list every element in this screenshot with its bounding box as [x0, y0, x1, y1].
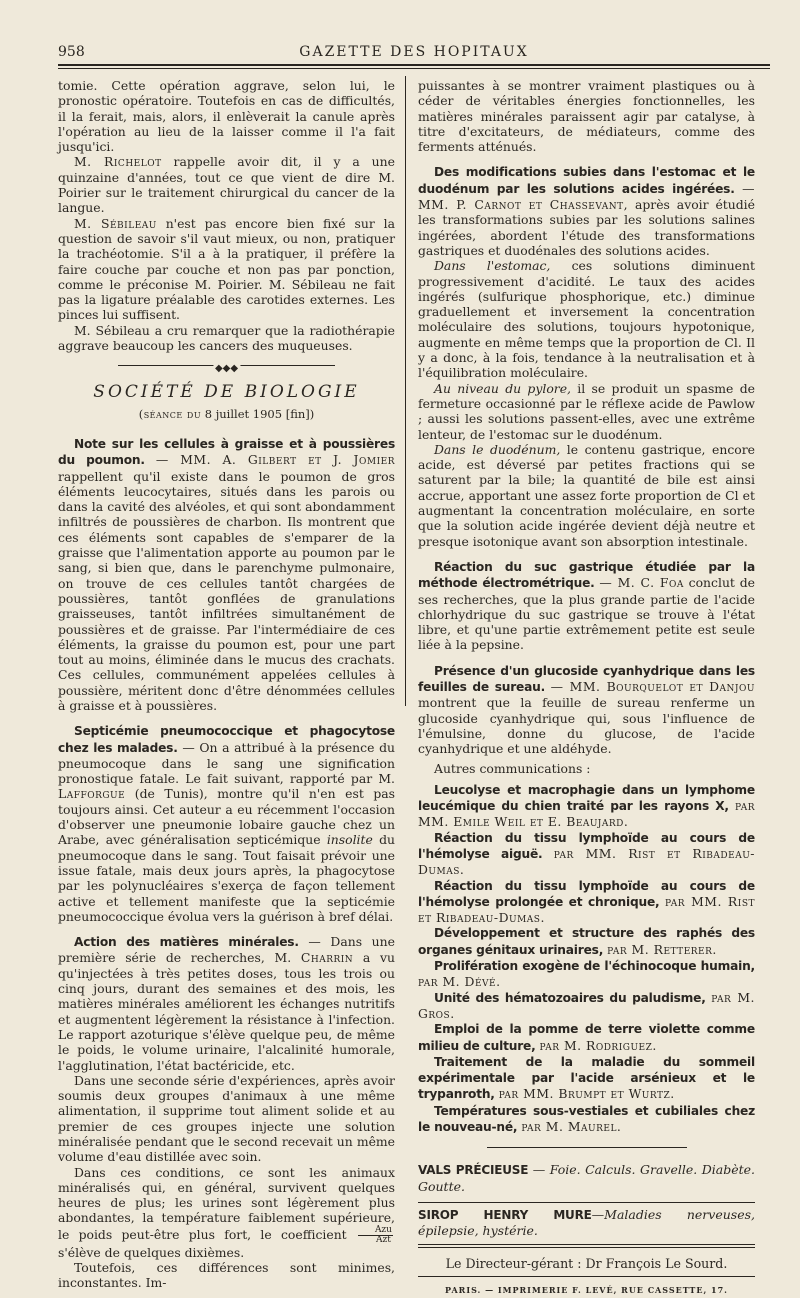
article-text: du pneumocoque dans le sang. Tout faisait prévoir une issue fatale, mais deux jours après, la phagocytose par les polynucléaires s'exerça de façon tellement active et tellement manifeste que la septicémie pneumococcique évolua vers la guérison à bref délai.: [58, 832, 395, 924]
paragraph-text: Dans ces conditions, ce sont les animaux minéralisés qui, en général, survivent quelques heures de plus; les urines sont légèrement plus abondantes, la température faiblement supérieure, le poids peut-être plus fort, le coefficient: [58, 1164, 395, 1242]
paragraph-text: ces solutions diminuent progressivement d'acidité. Le taux des acides ingérés (sulfurique phosphorique, etc.) diminue graduellement et inversement la concentration moléculaire des solutions, toujours hypotonique, augmente en même temps que la proportion de Cl. Il y a donc, à la fois, tendance à la neutralisation et à l'équilibration moléculaire.: [418, 258, 755, 381]
communication-authors: par MM. Rist et Ribadeau-Dumas.: [418, 845, 755, 878]
article: [418, 559, 755, 653]
article-title: Réaction du suc gastrique étudiée par la méthode électrométrique.: [418, 559, 755, 591]
advertisement-sirop: [418, 1207, 755, 1239]
paragraph-text: le contenu gastrique, encore acide, est déversé par petites fractions qui se saturent par la bile; la quantité de bile est ainsi accrue, apportant une assez forte proportion de Cl et augmentant la concentration moléculaire, en sorte que la solution acide ingérée devient déjà neutre et presque isotonique avant son absorption intestinale.: [418, 441, 755, 549]
ad-text: — Foie. Calculs. Gravelle. Diabète. Goutte.: [418, 1162, 755, 1194]
article: [58, 436, 395, 713]
article: [418, 164, 755, 258]
paragraph: Toutefois, ces différences sont minimes, inconstantes. Im-: [58, 1260, 395, 1291]
paragraph-italic: Dans le duodénum,: [434, 441, 561, 457]
fraction-denominator: Azt: [376, 1234, 391, 1245]
article-text: a vu qu'injectées à très petites doses, tous les trois ou cinq jours, durant des semaines et des mois, les matières minérales améliorent les échanges nutritifs et augmentent légèrement la résistance à l'infection. Le rapport azoturique s'élève quelque peu, de même le poids, le volume urinaire, l'alcalinité humorale, l'agglutination, l'état bactéricide, etc.: [58, 950, 395, 1073]
communication-title: Températures sous-vestiales et cubiliales chez le nouveau-né,: [418, 1103, 755, 1134]
paragraph-italic: Au niveau du pylore,: [434, 380, 571, 396]
article-text: après avoir étudié les transformations subies par les solutions salines ingérées, abordent l'étude des transformations gastriques et duodénales des solutions acides.: [418, 197, 755, 258]
paragraph: [58, 154, 395, 215]
paragraph-text: n'est pas encore bien fixé sur la question de savoir s'il vaut mieux, ou non, pratiquer la trachéotomie. S'il a à la pratiquer, il préfère la faire couche par couche et non pas par ponction, comme le préconise M. Poirier. M. Sébileau ne fait pas la ligature préalable des carotides externes. Les pinces lui suffisent.: [58, 215, 395, 323]
article-title: Septicémie pneumococcique et phagocytose chez les malades.: [58, 724, 395, 755]
ornament-diamond: ◆◆◆: [213, 361, 240, 376]
communication: [418, 1103, 755, 1136]
communication-authors: par M. Gros.: [418, 989, 755, 1021]
article-authors: — M. C. Foa: [599, 575, 684, 591]
ad-brand: SIROP HENRY MURE: [418, 1207, 592, 1222]
paragraph-text: il se produit un spasme de fermeture occasionné par le réflexe acide de Pawlow ; aussi les solutions passent-elles, avec une extrême lenteur, de l'estomac sur le duodénum.: [418, 380, 755, 442]
header-rule: [58, 64, 770, 66]
director-line: Le Directeur-gérant : Dr François Le Sourd.: [445, 1256, 728, 1272]
paragraph-text: s'élève de quelques dixièmes.: [58, 1244, 245, 1260]
section-ornament: [58, 361, 395, 375]
paragraph: [58, 1165, 395, 1260]
communication: [418, 830, 755, 878]
ad-rule: [418, 1247, 755, 1248]
communication: [418, 925, 755, 958]
ad-rule: [418, 1244, 755, 1245]
communication: [418, 782, 755, 830]
communication: [418, 1054, 755, 1103]
advertisement-vals: [418, 1162, 755, 1194]
article-text: — Dans une première série de recherches, M.: [58, 934, 395, 966]
paragraph: [58, 216, 395, 323]
communication: [418, 878, 755, 926]
header-rule-thin: [58, 68, 770, 69]
article-title: Des modifications subies dans l'estomac et le duodénum par les solutions acides ingérées.: [418, 165, 755, 196]
communication-title: Traitement de la maladie du sommeil expérimentale par l'acide arsénieux et le trypanroth,: [418, 1054, 755, 1102]
right-column: [418, 78, 755, 1298]
communication-authors: par M. Rodriguez.: [539, 1037, 657, 1053]
article: [58, 934, 395, 1073]
session-label: (séance du: [138, 406, 202, 421]
article: [58, 723, 395, 924]
paragraph: Dans une seconde série d'expériences, après avoir soumis deux groupes d'animaux à une même alimentation, il supprime tout aliment solide et au premier de ces groupes injecte une solution minéralisée pendant que le second recevait un même volume d'eau distillée avec soin.: [58, 1072, 395, 1165]
fraction-numerator: Azu: [358, 1226, 393, 1236]
article-title: Action des matières minérales.: [74, 935, 299, 950]
article-text: conclut de ses recherches, que la plus grande partie de l'acide chlorhydrique du suc gastrique se trouve à l'état libre, et qu'une partie extrêmement petite est seule liée à la pepsine.: [418, 575, 755, 653]
paragraph: M. Sébileau a cru remarquer que la radiothérapie aggrave beaucoup les cancers des muqueuses.: [58, 322, 395, 354]
speaker-name: M. Richelot: [74, 154, 162, 170]
coefficient-fraction: [358, 1226, 393, 1245]
communication-title: Réaction du tissu lymphoïde au cours de l'hémolyse aiguë.: [418, 830, 755, 861]
article-authors: — MM. A. Gilbert et J. Jomier: [155, 452, 395, 468]
communication-authors: par M. Dévé.: [418, 974, 501, 990]
communication-title: Développement et structure des raphés des organes génitaux urinaires,: [418, 926, 755, 957]
divider: [487, 1147, 687, 1148]
communication: [418, 1021, 755, 1054]
column-divider: [405, 76, 406, 706]
left-column: [58, 78, 395, 1291]
page-number: 958: [58, 44, 85, 60]
article-italic: insolite: [326, 832, 373, 848]
communication-title: Emploi de la pomme de terre violette comme milieu de culture,: [418, 1022, 755, 1053]
article-text: rappellent qu'il existe dans le poumon de gros éléments leucocytaires, situés dans les parois ou dans la cavité des alvéoles, et qui sont abondamment infiltrés de poussières de charbon. Ils montrent que ces éléments sont capables de s'emparer de la graisse que l'alimentation apporte au poumon par le sang, si bien que, dans le parenchyme pulmonaire, on trouve de ces cellules tantôt chargées de poussières, tantôt gonflées de granulations graisseuses, tantôt infiltrées simultanément de poussières et de graisse. Par l'intermédiaire de ces éléments, la graisse du poumon est, pour une part tout au moins, éliminée dans le mucus des crachats. Ces cellules, communément appelées cellules à poussière, méritent donc d'être dénommées cellules à graisse et à poussières.: [58, 468, 395, 713]
communication: [418, 958, 755, 990]
communication-title: Unité des hématozoaires du paludisme,: [434, 990, 706, 1005]
article-authors: — MM. P. Carnot et Chassevant,: [418, 180, 755, 213]
communication-authors: par MM. Brumpt et Wurtz.: [498, 1086, 675, 1102]
article-text: montrent que la feuille de sureau renferme un glucoside cyanhydrique qui, sous l'influence de l'émulsine, donne du glucose, de l'acide cyanhydrique et une aldéhyde.: [418, 695, 755, 757]
session-line: [58, 407, 395, 422]
communication-authors: par M. Retterer.: [607, 941, 717, 957]
communication-title: Leucolyse et macrophagie dans un lymphome leucémique du chien traité par les rayons X,: [418, 782, 755, 814]
page-header: [58, 40, 770, 62]
journal-title: GAZETTE DES HOPITAUX: [299, 44, 529, 60]
subheading: Autres communications :: [434, 761, 591, 777]
paragraph: [418, 442, 755, 549]
ad-text: —Maladies nerveuses, épilepsie, hystérie.: [418, 1206, 755, 1239]
footer-rule: [418, 1276, 755, 1277]
speaker-name: M. Sébileau: [74, 215, 157, 231]
section-title: SOCIÉTÉ DE BIOLOGIE: [93, 382, 360, 403]
article-title: Présence d'un glucoside cyanhydrique dans les feuilles de sureau.: [418, 663, 755, 694]
paragraph-text: rappelle avoir dit, il y a une quinzaine d'années, tout ce que vient de dire M. Poirier sur le traitement chirurgical du cancer de la langue.: [58, 154, 395, 216]
printer-line: PARIS. — IMPRIMERIE F. LEVÉ, RUE CASSETTE, 17.: [445, 1284, 728, 1295]
communication-authors: par MM. Emile Weil et E. Beaujard.: [418, 798, 755, 830]
article-text: — On a attribué à la présence du pneumocoque dans le sang une signification pronostique fatale. Le fait suivant, rapporté par M.: [58, 739, 395, 787]
article-title: Note sur les cellules à graisse et à poussières du poumon.: [58, 436, 395, 468]
communication-authors: par M. Maurel.: [521, 1119, 622, 1134]
paragraph: puissantes à se montrer vraiment plastiques ou à céder de véritables énergies fonctionnelles, les matières minérales paraissent agir par catalyse, à titre d'excitateurs, de médiateurs, comme des ferments atténués.: [418, 78, 755, 155]
paragraph-italic: Dans l'estomac,: [434, 258, 551, 274]
paragraph: [418, 258, 755, 380]
session-fin: [fin]): [285, 406, 315, 421]
communication-title: Réaction du tissu lymphoïde au cours de l'hémolyse prolongée et chronique,: [418, 878, 755, 909]
article-author: Charrin: [300, 950, 354, 966]
article-authors: — MM. Bourquelot et Danjou: [550, 678, 755, 694]
ad-rule: [418, 1202, 755, 1203]
article-text: (de Tunis), montre qu'il n'en est pas toujours ainsi. Cet auteur a eu récemment l'occasion d'observer une pneumonie lobaire gauche chez un Arabe, avec généralisation septicémique: [58, 786, 395, 848]
communication-title: Prolifération exogène de l'échinocoque humain,: [434, 959, 755, 974]
session-date: 8 juillet 1905: [204, 406, 283, 421]
article-author: Lafforgue: [58, 786, 126, 802]
paragraph: [418, 381, 755, 442]
communication-authors: par MM. Rist et Ribadeau-Dumas.: [418, 893, 755, 926]
paragraph: tomie. Cette opération aggrave, selon lui, le pronostic opératoire. Toutefois en cas de difficultés, il la ferait, mais, alors, il enlèverait la canule après l'opération au lieu de la laisser comme il l'a fait jusqu'ici.: [58, 78, 395, 155]
communication: [418, 990, 755, 1022]
article: [418, 663, 755, 757]
ad-brand: VALS PRÉCIEUSE: [418, 1163, 529, 1178]
